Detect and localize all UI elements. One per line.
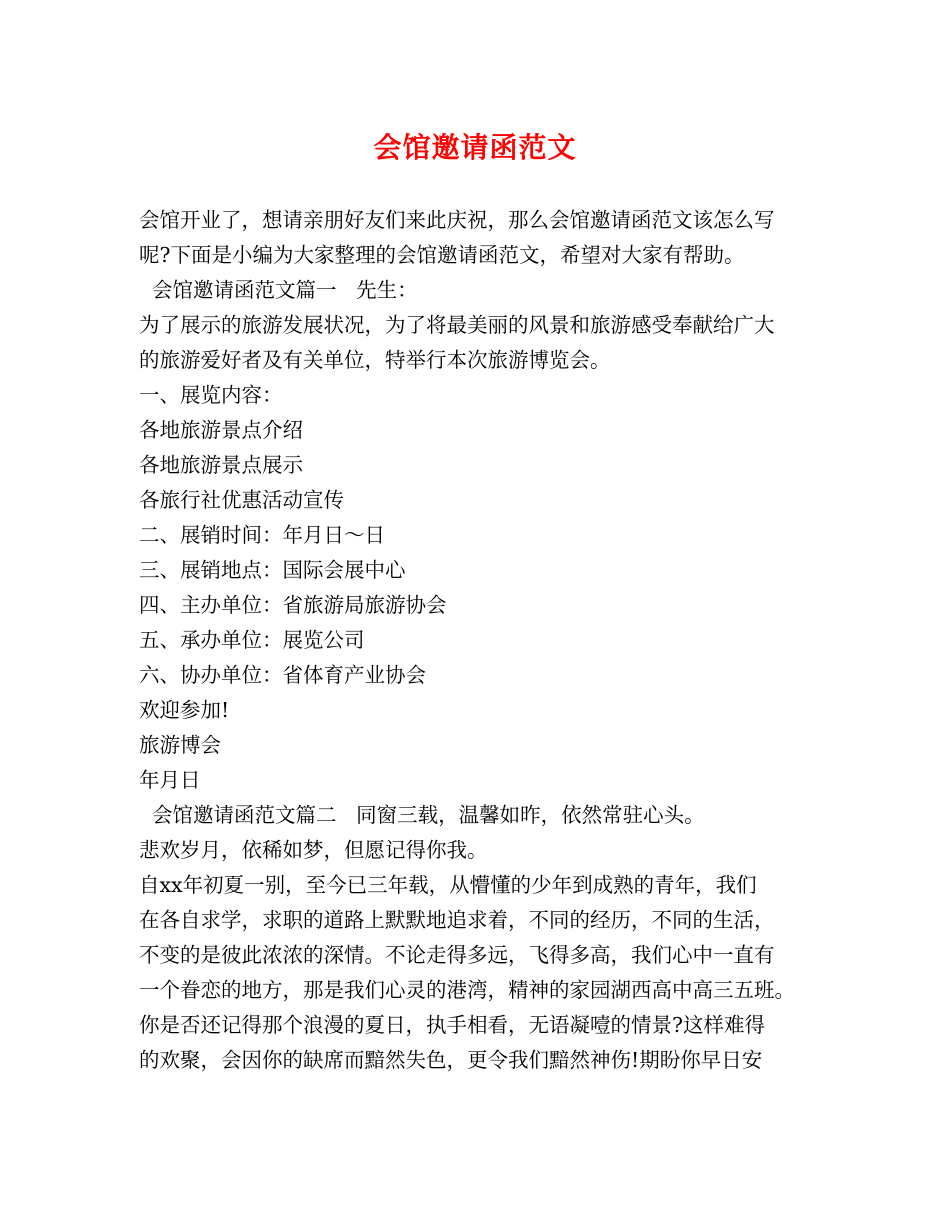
document-body [139,203,829,1078]
paragraph-line: 欢迎参加! [139,698,230,722]
paragraph-line: 四、主办单位：省旅游局旅游协会 [139,593,447,617]
paragraph-line: 各旅行社优惠活动宣传 [139,488,344,512]
paragraph-line: 各地旅游景点展示 [139,453,303,477]
paragraph-line: 二、展销时间：年月日～日 [139,523,385,547]
paragraph-line: 会馆开业了，想请亲朋好友们来此庆祝，那么会馆邀请函范文该怎么写 [139,208,775,232]
paragraph-line: 五、承办单位：展览公司 [139,628,365,652]
paragraph-line: 各地旅游景点介绍 [139,418,303,442]
paragraph-line: 一、展览内容： [139,383,283,407]
paragraph-line: 旅游博会 [139,733,221,757]
paragraph-line: 六、协办单位：省体育产业协会 [139,663,426,687]
paragraph-line: 会馆邀请函范文篇二 同窗三载，温馨如昨，依然常驻心头。 [139,803,705,827]
paragraph-line: 年月日 [139,768,201,792]
paragraph-line: 呢?下面是小编为大家整理的会馆邀请函范文，希望对大家有帮助。 [139,243,745,267]
paragraph-line: 你是否还记得那个浪漫的夏日，执手相看，无语凝噎的情景?这样难得 [139,1013,765,1037]
paragraph-line: 为了展示的旅游发展状况，为了将最美丽的风景和旅游感受奉献给广大 [139,313,775,337]
paragraph-line: 不变的是彼此浓浓的深情。不论走得多远，飞得多高，我们心中一直有 [139,943,775,967]
paragraph-line: 自xx年初夏一别，至今已三年载，从懵懂的少年到成熟的青年，我们 [139,873,757,897]
paragraph-line: 一个眷恋的地方，那是我们心灵的港湾，精神的家园湖西高中高三五班。 [139,978,795,1002]
paragraph-line: 的欢聚，会因你的缺席而黯然失色，更令我们黯然神伤!期盼你早日安 [139,1048,763,1072]
document-title: 会馆邀请函范文 [373,131,577,164]
paragraph-line: 的旅游爱好者及有关单位，特举行本次旅游博览会。 [139,348,611,372]
paragraph-line: 在各自求学，求职的道路上默默地追求着，不同的经历，不同的生活， [139,908,775,932]
paragraph-line: 会馆邀请函范文篇一 先生： [139,278,418,302]
paragraph-line: 三、展销地点：国际会展中心 [139,558,406,582]
paragraph-line: 悲欢岁月，依稀如梦，但愿记得你我。 [139,838,488,862]
